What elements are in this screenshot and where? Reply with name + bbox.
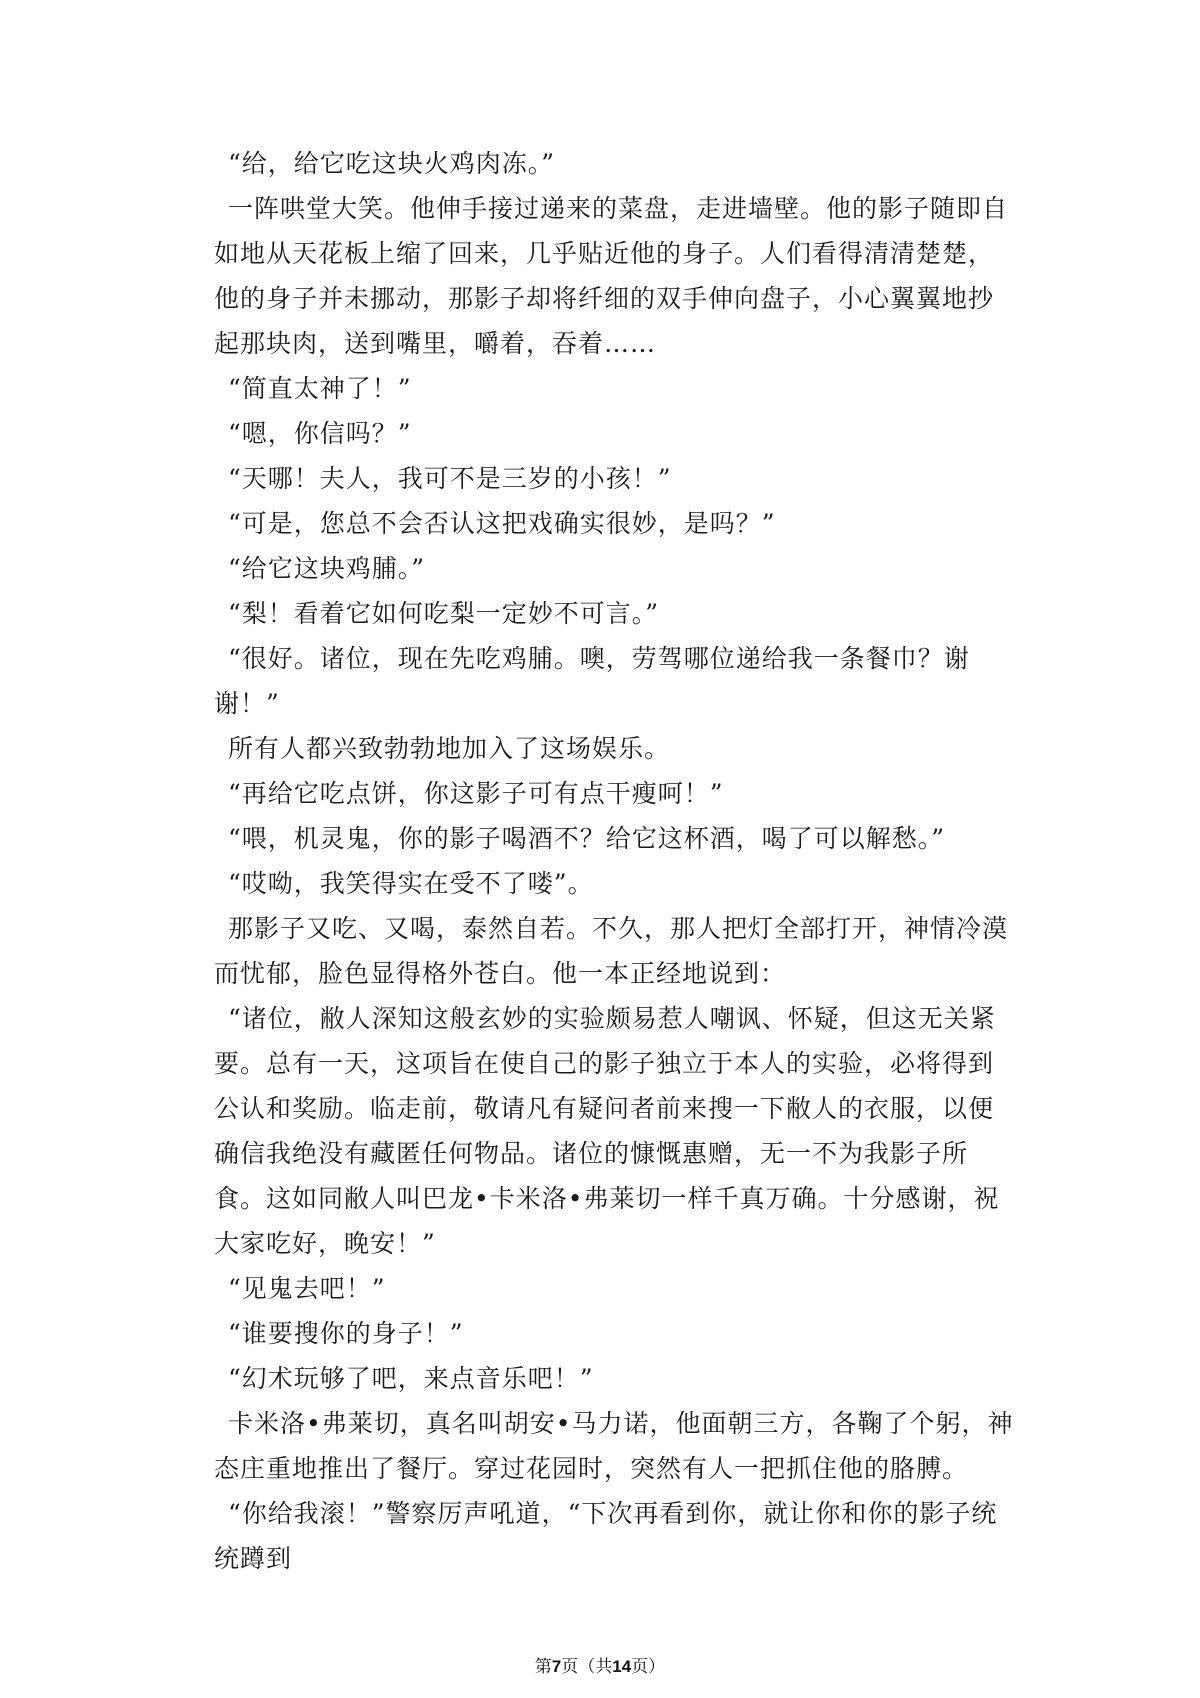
paragraph: “诸位，敝人深知这般玄妙的实验颇易惹人嘲讽、怀疑，但这无关紧要。总有一天，这项旨在使自己的影子独立于本人的实验，必将得到公认和奖励。临走前，敬请凡有疑问者前来搜一下敝人的衣服，以便确信我绝没有藏匿任何物品。诸位的慷慨惠赠，无一不为我影子所食。这如同敝人叫巴龙•卡米洛•弗莱切一样千真万确。十分感谢，祝大家吃好，晚安！” — [214, 1004, 1000, 1258]
paragraph: “再给它吃点饼，你这影子可有点干瘦呵！” — [228, 779, 724, 808]
total-pages: 14 — [612, 1657, 632, 1676]
page-footer — [0, 1652, 1200, 1677]
paragraph: 那影子又吃、又喝，泰然自若。不久，那人把灯全部打开，神情冷漠而忧郁，脸色显得格外苍白。他一本正经地说到： — [214, 914, 1009, 988]
paragraph: “给它这块鸡脯。” — [228, 554, 426, 583]
paragraph: “哎呦，我笑得实在受不了喽”。 — [228, 869, 594, 898]
paragraph: “天哪！夫人，我可不是三岁的小孩！” — [228, 464, 672, 493]
paragraph: “给，给它吃这块火鸡肉冻。” — [228, 149, 556, 178]
paragraph: “见鬼去吧！” — [228, 1274, 386, 1303]
footer-mid: 页（共 — [561, 1657, 613, 1677]
paragraph: 所有人都兴致勃勃地加入了这场娱乐。 — [228, 734, 671, 763]
footer-suffix: 页） — [631, 1657, 666, 1677]
paragraph: “梨！看着它如何吃梨一定妙不可言。” — [228, 599, 660, 628]
paragraph: 一阵哄堂大笑。他伸手接过递来的菜盘，走进墙壁。他的影子随即自如地从天花板上缩了回来，几乎贴近他的身子。人们看得清清楚楚，他的身子并未挪动，那影子却将纤细的双手伸向盘子，小心翼翼地抄起那块肉，送到嘴里，嚼着，吞着…… — [214, 194, 1009, 358]
paragraph: “谁要搜你的身子！” — [228, 1319, 464, 1348]
footer-prefix: 第 — [534, 1657, 552, 1677]
paragraph: “很好。诸位，现在先吃鸡脯。噢，劳驾哪位递给我一条餐巾？谢谢！” — [214, 644, 970, 718]
paragraph: “可是，您总不会否认这把戏确实很妙，是吗？” — [228, 509, 776, 538]
paragraph: “喂，机灵鬼，你的影子喝酒不？给它这杯酒，喝了可以解愁。” — [228, 824, 946, 853]
paragraph: “简直太神了！” — [228, 374, 412, 403]
paragraph: “嗯，你信吗？” — [228, 419, 412, 448]
paragraph: 卡米洛•弗莱切，真名叫胡安•马力诺，他面朝三方，各鞠了个躬，神态庄重地推出了餐厅。穿过花园时，突然有人一把抓住他的胳膊。 — [214, 1409, 1014, 1483]
page-number: 7 — [551, 1657, 562, 1676]
paragraph: “你给我滚！”警察厉声吼道，“下次再看到你，就让你和你的影子统统蹲到 — [214, 1499, 998, 1573]
paragraph: “幻术玩够了吧，来点音乐吧！” — [228, 1364, 594, 1393]
page-body — [214, 141, 1014, 1581]
